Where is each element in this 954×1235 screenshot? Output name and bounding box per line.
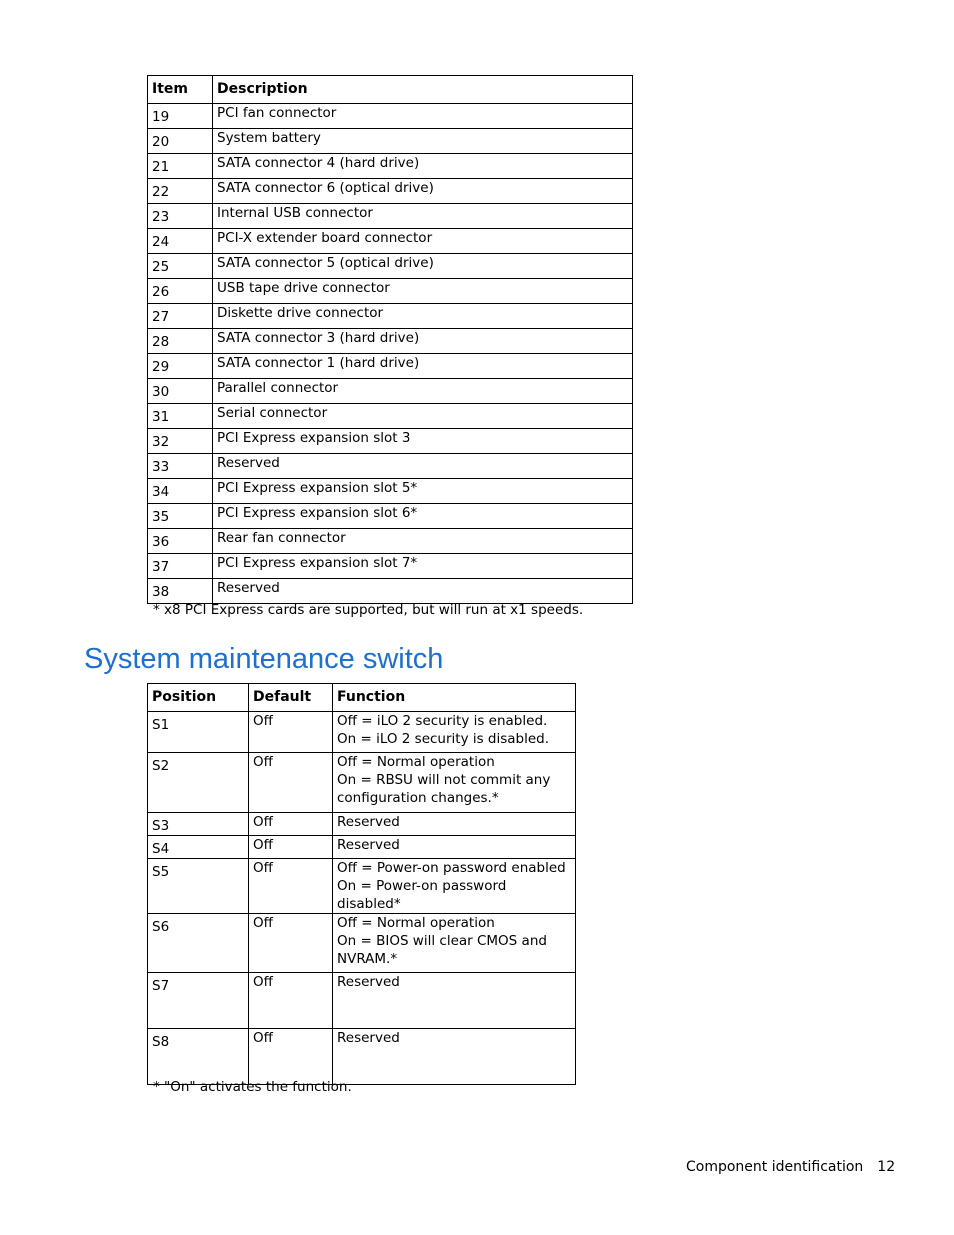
item-number: 30 <box>148 379 213 404</box>
switch-position: S2 <box>148 753 249 813</box>
table-row <box>148 254 633 279</box>
table-row <box>148 354 633 379</box>
column-header-position: Position <box>148 684 249 712</box>
switch-function <box>333 836 576 859</box>
column-header-function: Function <box>333 684 576 712</box>
switch-position: S7 <box>148 973 249 1029</box>
switch-position: S5 <box>148 859 249 914</box>
function-line: NVRAM.* <box>337 951 398 967</box>
column-header-default: Default <box>249 684 333 712</box>
table-row <box>148 454 633 479</box>
item-description: Parallel connector <box>213 379 633 404</box>
table-row <box>148 479 633 504</box>
function-line: Reserved <box>337 974 400 990</box>
table-row <box>148 179 633 204</box>
table-row <box>148 836 576 859</box>
table-header-row <box>148 76 633 104</box>
table-row <box>148 229 633 254</box>
item-number: 19 <box>148 104 213 129</box>
table-row <box>148 104 633 129</box>
table-row <box>148 429 633 454</box>
switch-function <box>333 1029 576 1085</box>
item-description: SATA connector 5 (optical drive) <box>213 254 633 279</box>
table-row <box>148 304 633 329</box>
table-row <box>148 504 633 529</box>
item-description: PCI Express expansion slot 5* <box>213 479 633 504</box>
table-row <box>148 1029 576 1085</box>
footer-section-name: Component identification <box>686 1159 864 1175</box>
item-number: 25 <box>148 254 213 279</box>
item-number: 24 <box>148 229 213 254</box>
switch-function <box>333 914 576 973</box>
table-row <box>148 712 576 753</box>
item-number: 33 <box>148 454 213 479</box>
function-line: Off = Power-on password enabled <box>337 860 566 876</box>
table-row <box>148 404 633 429</box>
page-footer <box>686 1158 895 1176</box>
switch-default: Off <box>249 914 333 973</box>
item-number: 36 <box>148 529 213 554</box>
switch-position: S8 <box>148 1029 249 1085</box>
section-title: System maintenance switch <box>84 643 444 675</box>
switch-function <box>333 712 576 753</box>
switch-table-footnote: * "On" activates the function. <box>153 1079 352 1095</box>
item-description: Diskette drive connector <box>213 304 633 329</box>
item-number: 38 <box>148 579 213 604</box>
item-number: 32 <box>148 429 213 454</box>
switch-default: Off <box>249 1029 333 1085</box>
item-description: SATA connector 1 (hard drive) <box>213 354 633 379</box>
switch-default: Off <box>249 753 333 813</box>
switch-position: S4 <box>148 836 249 859</box>
table-row <box>148 859 576 914</box>
item-description: Reserved <box>213 579 633 604</box>
function-line: On = iLO 2 security is disabled. <box>337 731 550 747</box>
item-number: 31 <box>148 404 213 429</box>
function-line: Off = iLO 2 security is enabled. <box>337 713 548 729</box>
item-description: Reserved <box>213 454 633 479</box>
switch-position: S6 <box>148 914 249 973</box>
item-description: SATA connector 6 (optical drive) <box>213 179 633 204</box>
switch-position: S3 <box>148 813 249 836</box>
item-number: 26 <box>148 279 213 304</box>
item-description: Rear fan connector <box>213 529 633 554</box>
item-number: 28 <box>148 329 213 354</box>
item-number: 27 <box>148 304 213 329</box>
table-row <box>148 154 633 179</box>
switch-function <box>333 859 576 914</box>
column-header-item: Item <box>148 76 213 104</box>
component-items-table <box>147 75 633 604</box>
table-row <box>148 753 576 813</box>
table-row <box>148 579 633 604</box>
item-number: 23 <box>148 204 213 229</box>
function-line: On = RBSU will not commit any <box>337 772 551 788</box>
switch-function <box>333 753 576 813</box>
item-description: SATA connector 3 (hard drive) <box>213 329 633 354</box>
table-row <box>148 973 576 1029</box>
item-description: SATA connector 4 (hard drive) <box>213 154 633 179</box>
table-header-row <box>148 684 576 712</box>
function-line: On = BIOS will clear CMOS and <box>337 933 547 949</box>
item-description: PCI Express expansion slot 6* <box>213 504 633 529</box>
item-number: 37 <box>148 554 213 579</box>
item-description: Internal USB connector <box>213 204 633 229</box>
item-number: 29 <box>148 354 213 379</box>
table-row <box>148 914 576 973</box>
table-row <box>148 129 633 154</box>
switch-default: Off <box>249 973 333 1029</box>
switch-default: Off <box>249 712 333 753</box>
function-line: Reserved <box>337 837 400 853</box>
item-number: 22 <box>148 179 213 204</box>
switch-default: Off <box>249 813 333 836</box>
function-line: Off = Normal operation <box>337 915 495 931</box>
table-row <box>148 813 576 836</box>
switch-default: Off <box>249 859 333 914</box>
item-number: 21 <box>148 154 213 179</box>
function-line: configuration changes.* <box>337 790 499 806</box>
table-row <box>148 279 633 304</box>
item-number: 34 <box>148 479 213 504</box>
maintenance-switch-table <box>147 683 576 1085</box>
page-number: 12 <box>877 1159 896 1175</box>
table-row <box>148 554 633 579</box>
function-line: Reserved <box>337 1030 400 1046</box>
switch-function <box>333 813 576 836</box>
table-row <box>148 529 633 554</box>
item-description: USB tape drive connector <box>213 279 633 304</box>
item-description: PCI-X extender board connector <box>213 229 633 254</box>
function-line: Reserved <box>337 814 400 830</box>
table-row <box>148 379 633 404</box>
switch-default: Off <box>249 836 333 859</box>
item-description: PCI Express expansion slot 3 <box>213 429 633 454</box>
switch-position: S1 <box>148 712 249 753</box>
column-header-description: Description <box>213 76 633 104</box>
item-number: 20 <box>148 129 213 154</box>
items-table-footnote: * x8 PCI Express cards are supported, but will run at x1 speeds. <box>153 602 584 618</box>
function-line: On = Power-on password disabled* <box>337 878 507 912</box>
function-line: Off = Normal operation <box>337 754 495 770</box>
switch-function <box>333 973 576 1029</box>
item-description: PCI Express expansion slot 7* <box>213 554 633 579</box>
table-row <box>148 204 633 229</box>
table-row <box>148 329 633 354</box>
item-description: Serial connector <box>213 404 633 429</box>
item-description: PCI fan connector <box>213 104 633 129</box>
item-description: System battery <box>213 129 633 154</box>
item-number: 35 <box>148 504 213 529</box>
